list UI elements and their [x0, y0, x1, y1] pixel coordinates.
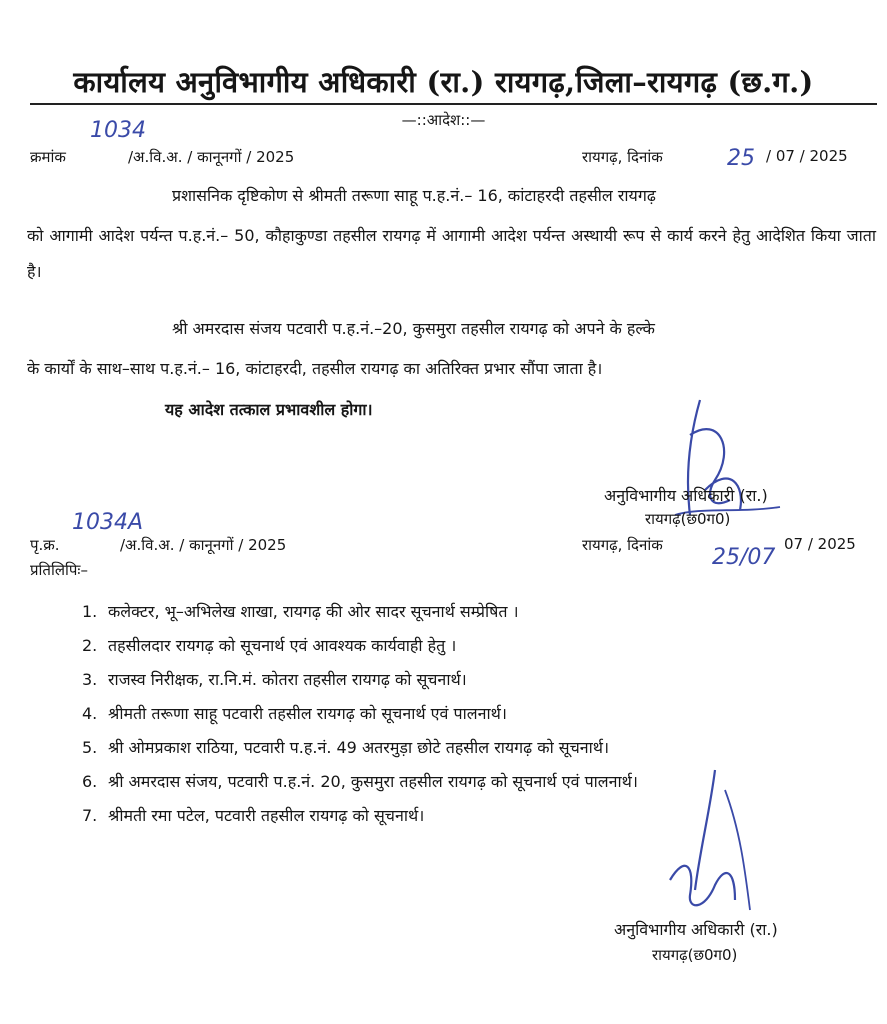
- list-item: 1. कलेक्टर, भू–अभिलेख शाखा, रायगढ़ की ओर सादर सूचनार्थ सम्प्रेषित ।: [82, 602, 519, 621]
- list-item: 4. श्रीमती तरूणा साहू पटवारी तहसील रायगढ़ को सूचनार्थ एवं पालनार्थ।: [82, 704, 507, 723]
- date-suffix: / 07 / 2025: [766, 147, 848, 165]
- signature-1-designation: अनुविभागीय अधिकारी (रा.): [604, 486, 768, 505]
- office-title: कार्यालय अनुविभागीय अधिकारी (रा.) रायगढ़,जिला–रायगढ़ (छ.ग.): [73, 65, 814, 99]
- signature-1-location: रायगढ़(छ0ग0): [645, 510, 731, 528]
- signature-2-location: रायगढ़(छ0ग0): [652, 946, 738, 964]
- order-heading: —::आदेश::—: [401, 111, 486, 129]
- para1-rest: को आगामी आदेश पर्यन्त प.ह.नं.– 50, कौहाकुण्डा तहसील रायगढ़ में आगामी आदेश पर्यन्त अस्थायी रूप से कार्य करने हेतु आदेशित किया जाता है।: [27, 226, 876, 281]
- kramank-label: क्रमांक: [30, 148, 66, 166]
- prak-suffix: /अ.वि.अ. / कानूनगों / 2025: [120, 536, 287, 554]
- title-underline: [30, 103, 877, 105]
- para2-rest: के कार्यों के साथ–साथ प.ह.नं.– 16, कांटाहरदी, तहसील रायगढ़ का अतिरिक्त प्रभार सौंपा जाता है।: [27, 359, 603, 378]
- kramank-suffix: /अ.वि.अ. / कानूनगों / 2025: [128, 148, 295, 166]
- list-item: 7. श्रीमती रमा पटेल, पटवारी तहसील रायगढ़ को सूचनार्थ।: [82, 806, 425, 825]
- list-item: 2. तहसीलदार रायगढ़ को सूचनार्थ एवं आवश्यक कार्यवाही हेतु ।: [82, 636, 457, 655]
- signature-2-scribble: [640, 770, 790, 940]
- endorsement-place-date-label: रायगढ़, दिनांक: [582, 536, 663, 554]
- list-item: 5. श्री ओमप्रकाश राठिया, पटवारी प.ह.नं. 49 अतरमुड़ा छोटे तहसील रायगढ़ को सूचनार्थ।: [82, 738, 610, 757]
- signature-2-designation: अनुविभागीय अधिकारी (रा.): [614, 920, 778, 939]
- prak-label: पृ.क्र.: [30, 536, 60, 554]
- list-item: 6. श्री अमरदास संजय, पटवारी प.ह.नं. 20, कुसमुरा तहसील रायगढ़ को सूचनार्थ एवं पालनार्थ।: [82, 772, 638, 791]
- endorsement-date-suffix: 07 / 2025: [784, 535, 856, 553]
- prak-handwritten: 1034A: [72, 510, 144, 535]
- kramank-handwritten: 1034: [90, 118, 146, 143]
- list-item: 3. राजस्व निरीक्षक, रा.नि.मं. कोतरा तहसील रायगढ़ को सूचनार्थ।: [82, 670, 467, 689]
- place-date-label: रायगढ़, दिनांक: [582, 148, 663, 166]
- date-day-handwritten: 25: [727, 146, 755, 171]
- para2-line1: श्री अमरदास संजय पटवारी प.ह.नं.–20, कुसमुरा तहसील रायगढ़ को अपने के हल्के: [172, 319, 655, 338]
- endorsement-date-handwritten: 25/07: [712, 545, 776, 570]
- para1-line1: प्रशासनिक दृष्टिकोण से श्रीमती तरूणा साहू प.ह.नं.– 16, कांटाहरदी तहसील रायगढ़: [172, 186, 656, 205]
- effective-statement: यह आदेश तत्काल प्रभावशील होगा।: [165, 400, 373, 419]
- copy-label: प्रतिलिपिः–: [30, 561, 88, 579]
- copy-list: [82, 595, 638, 833]
